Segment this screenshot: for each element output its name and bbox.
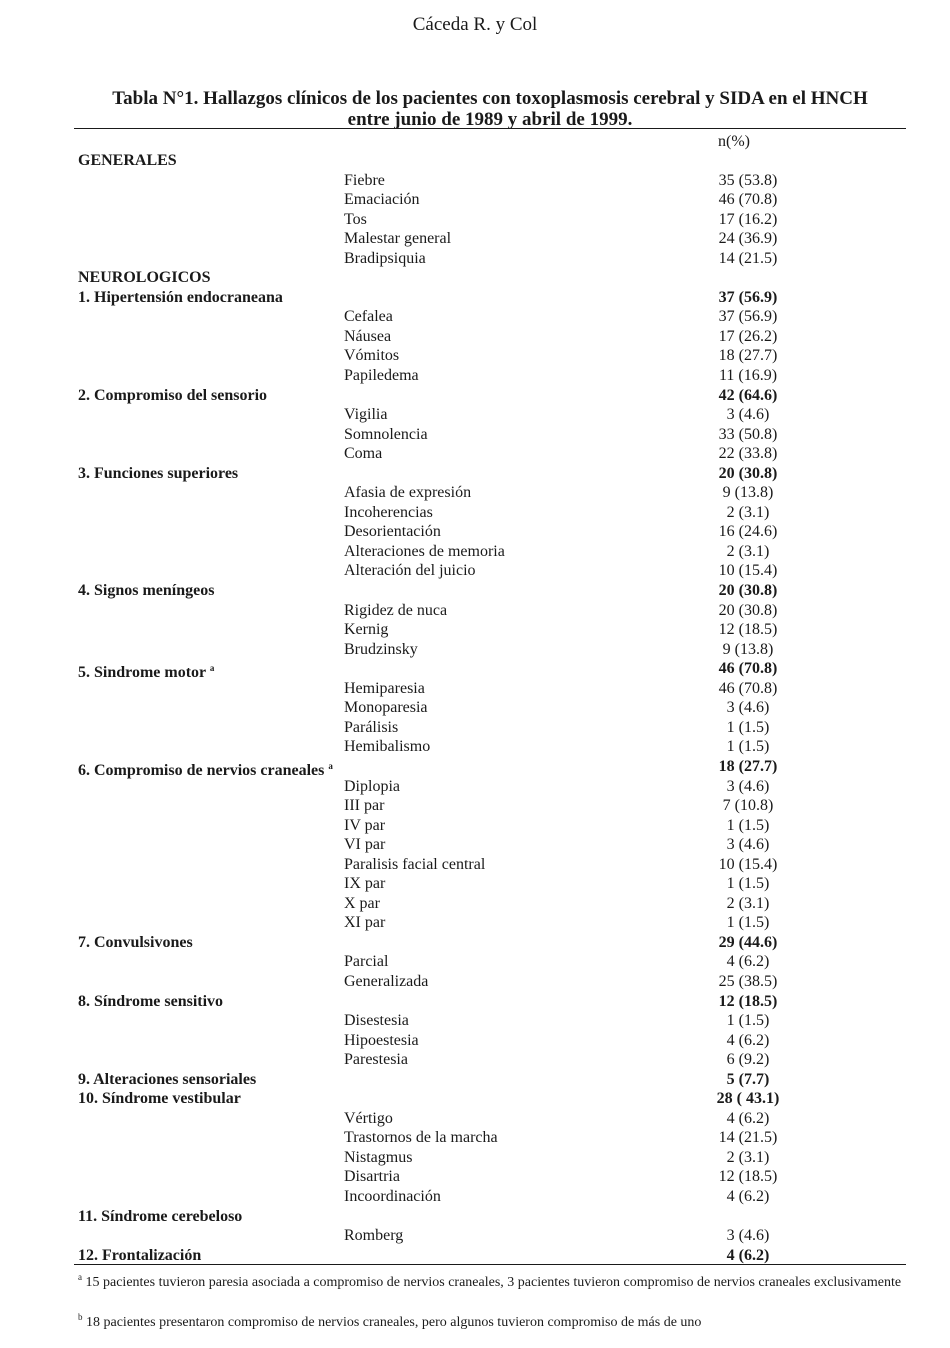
finding-value: 29 (44.6) <box>718 933 778 951</box>
finding-label: Coma <box>344 445 383 463</box>
footnote-a <box>78 1268 908 1292</box>
table-row <box>78 718 798 738</box>
table-row <box>78 327 798 347</box>
finding-label: VI par <box>344 836 386 854</box>
table-row <box>78 1031 798 1051</box>
table-row <box>78 972 798 992</box>
table-title-line-1: Tabla N°1. Hallazgos clínicos de los pacientes con toxoplasmosis cerebral y SIDA en el HNCH <box>112 88 868 109</box>
table-row <box>78 737 798 757</box>
finding-value: 25 (38.5) <box>718 972 778 990</box>
finding-value: 4 (6.2) <box>726 1109 770 1127</box>
table-row <box>78 151 798 171</box>
finding-label: Diplopia <box>344 777 400 795</box>
footnote-b <box>78 1308 908 1332</box>
category-label <box>78 1207 242 1227</box>
finding-value: 35 (53.8) <box>718 171 778 189</box>
table-row <box>78 1070 798 1090</box>
finding-value: 46 (70.8) <box>718 660 778 678</box>
table-row <box>78 1109 798 1129</box>
finding-label: Disestesia <box>344 1012 409 1030</box>
category-label <box>78 1089 241 1109</box>
finding-value: 22 (33.8) <box>718 445 778 463</box>
finding-label: Nistagmus <box>344 1148 413 1166</box>
table-row <box>78 503 798 523</box>
finding-label: Cefalea <box>344 308 393 326</box>
finding-label: Hipoestesia <box>344 1031 419 1049</box>
table-row <box>78 1128 798 1148</box>
finding-label: Brudzinsky <box>344 640 418 658</box>
table-row <box>78 679 798 699</box>
finding-value: 24 (36.9) <box>718 230 778 248</box>
finding-value: 42 (64.6) <box>718 386 778 404</box>
finding-value: 16 (24.6) <box>718 523 778 541</box>
finding-value: 46 (70.8) <box>718 679 778 697</box>
category-label <box>78 581 214 601</box>
finding-value: 20 (30.8) <box>718 464 778 482</box>
finding-label: Tos <box>344 210 367 228</box>
finding-label: Malestar general <box>344 230 452 248</box>
finding-value: 3 (4.6) <box>726 1227 770 1245</box>
finding-value: 2 (3.1) <box>726 503 770 521</box>
table-row <box>78 1187 798 1207</box>
table-row <box>78 542 798 562</box>
table-row <box>78 894 798 914</box>
table-row <box>78 1167 798 1187</box>
table-row <box>78 992 798 1012</box>
finding-value: 18 (27.7) <box>718 347 778 365</box>
category-label <box>78 464 238 484</box>
finding-label: Paralisis facial central <box>344 855 486 873</box>
finding-value: 1 (1.5) <box>726 816 770 834</box>
finding-label: Parestesia <box>344 1051 408 1069</box>
table-row <box>78 1226 798 1246</box>
table-row <box>78 933 798 953</box>
table-title <box>70 88 910 130</box>
category-text: 8. Síndrome sensitivo <box>78 992 224 1010</box>
table-row <box>78 1011 798 1031</box>
finding-label: Vértigo <box>344 1109 393 1127</box>
finding-label: Generalizada <box>344 972 429 990</box>
finding-value: 9 (13.8) <box>722 640 774 658</box>
finding-value: 7 (10.8) <box>722 797 774 815</box>
finding-value: 3 (4.6) <box>726 699 770 717</box>
finding-label: Papiledema <box>344 367 419 385</box>
category-text: 12. Frontalización <box>78 1246 202 1264</box>
findings-table <box>78 151 798 1265</box>
finding-label: IX par <box>344 875 386 893</box>
table-row <box>78 249 798 269</box>
finding-label: Hemibalismo <box>344 738 431 756</box>
finding-label: Incoordinación <box>344 1187 441 1205</box>
table-row <box>78 171 798 191</box>
finding-label: IV par <box>344 816 386 834</box>
category-label <box>78 933 193 953</box>
finding-label: Desorientación <box>344 523 441 541</box>
finding-value: 10 (15.4) <box>718 562 778 580</box>
finding-label: Náusea <box>344 327 392 345</box>
category-text: 3. Funciones superiores <box>78 464 239 482</box>
finding-value: 4 (6.2) <box>726 1246 770 1264</box>
finding-label: Bradipsiquia <box>344 249 426 267</box>
finding-value: 5 (7.7) <box>726 1070 770 1088</box>
table-row <box>78 268 798 288</box>
table-row <box>78 444 798 464</box>
category-text: 11. Síndrome cerebeloso <box>78 1207 243 1225</box>
finding-value: 14 (21.5) <box>718 249 778 267</box>
category-label <box>78 1246 201 1266</box>
table-row <box>78 1050 798 1070</box>
finding-value: 17 (26.2) <box>718 327 778 345</box>
table-row <box>78 1089 798 1109</box>
category-label <box>78 386 267 406</box>
finding-value: 3 (4.6) <box>726 836 770 854</box>
finding-value: 28 ( 43.1) <box>716 1090 780 1108</box>
top-rule <box>74 128 906 129</box>
table-row <box>78 620 798 640</box>
table-row <box>78 659 798 682</box>
footnote-mark: a <box>328 760 333 771</box>
category-text: 10. Síndrome vestibular <box>78 1090 241 1108</box>
finding-label: Monoparesia <box>344 699 428 717</box>
finding-value: 1 (1.5) <box>726 718 770 736</box>
category-text: GENERALES <box>78 152 177 169</box>
category-text: 6. Compromiso de nervios craneales <box>78 761 325 779</box>
finding-label: III par <box>344 797 385 815</box>
table-row <box>78 855 798 875</box>
finding-label: Incoherencias <box>344 503 433 521</box>
table-row <box>78 816 798 836</box>
finding-value: 3 (4.6) <box>726 406 770 424</box>
table-row <box>78 874 798 894</box>
finding-label: Vómitos <box>344 347 400 365</box>
finding-value: 1 (1.5) <box>726 875 770 893</box>
finding-value: 1 (1.5) <box>726 738 770 756</box>
category-text: 7. Convulsivones <box>78 933 193 951</box>
finding-value: 37 (56.9) <box>718 288 778 306</box>
finding-label: Trastornos de la marcha <box>344 1129 498 1147</box>
finding-value: 18 (27.7) <box>718 757 778 775</box>
table-row <box>78 952 798 972</box>
footnote-a-mark: a <box>78 1272 82 1282</box>
table-row <box>78 796 798 816</box>
table-row <box>78 581 798 601</box>
table-row <box>78 405 798 425</box>
finding-value: 4 (6.2) <box>726 1031 770 1049</box>
footnote-a-text: 15 pacientes tuvieron paresia asociada a compromiso de nervios craneales, 3 pacientes tuvieron compromiso de nervios craneales exclusivamente <box>85 1275 902 1290</box>
table-row <box>78 346 798 366</box>
finding-value: 6 (9.2) <box>726 1051 770 1069</box>
finding-label: Disartria <box>344 1168 400 1186</box>
finding-label: X par <box>344 894 380 912</box>
finding-value: 37 (56.9) <box>718 308 778 326</box>
table-row <box>78 561 798 581</box>
finding-label: Somnolencia <box>344 425 428 443</box>
finding-label: Parcial <box>344 953 389 971</box>
category-label <box>78 992 223 1012</box>
table-row <box>78 229 798 249</box>
finding-value: 17 (16.2) <box>718 210 778 228</box>
category-label <box>78 268 210 288</box>
table-row <box>78 1207 798 1227</box>
finding-label: Rigidez de nuca <box>344 601 448 619</box>
table-row <box>78 757 798 777</box>
footnote-mark: a <box>209 663 215 674</box>
page-header: Cáceda R. y Col <box>412 14 538 35</box>
bottom-rule <box>74 1264 906 1265</box>
footnote-b-text: 18 pacientes presentaron compromiso de nervios craneales, pero algunos tuvieron compromiso de más de uno <box>86 1315 702 1330</box>
table-row <box>78 307 798 327</box>
table-row <box>78 698 798 718</box>
finding-value: 9 (13.8) <box>722 484 774 502</box>
finding-value: 4 (6.2) <box>726 953 770 971</box>
category-text: NEUROLOGICOS <box>78 269 211 287</box>
finding-value: 33 (50.8) <box>718 425 778 443</box>
footnote-b-mark: b <box>78 1312 83 1322</box>
finding-value: 2 (3.1) <box>726 894 770 912</box>
finding-label: Vigilia <box>344 406 388 424</box>
finding-label: Alteración del juicio <box>344 562 476 580</box>
finding-value: 1 (1.5) <box>726 914 770 932</box>
category-text: 5. Sindrome motor <box>78 664 206 682</box>
table-row <box>78 1148 798 1168</box>
finding-value: 3 (4.6) <box>726 777 770 795</box>
table-title-line-2: entre junio de 1989 y abril de 1999. <box>347 109 633 130</box>
table-row <box>78 366 798 386</box>
finding-label: Fiebre <box>344 171 385 189</box>
finding-value: 46 (70.8) <box>718 191 778 209</box>
category-text: 4. Signos meníngeos <box>78 582 215 600</box>
finding-value: 20 (30.8) <box>718 601 778 619</box>
finding-label: Hemiparesia <box>344 679 425 697</box>
table-row <box>78 483 798 503</box>
table-row <box>78 288 798 308</box>
finding-value: 4 (6.2) <box>726 1187 770 1205</box>
finding-label: Alteraciones de memoria <box>344 542 505 560</box>
table-row <box>78 835 798 855</box>
table-row <box>78 190 798 210</box>
finding-value: 14 (21.5) <box>718 1129 778 1147</box>
finding-value: 10 (15.4) <box>718 855 778 873</box>
category-label <box>78 288 283 308</box>
column-header: n(%) <box>718 133 750 150</box>
finding-value: 20 (30.8) <box>718 582 778 600</box>
table-row <box>78 210 798 230</box>
finding-value: 1 (1.5) <box>726 1012 770 1030</box>
category-text: 1. Hipertensión endocraneana <box>78 288 283 306</box>
table-row <box>78 601 798 621</box>
table-row <box>78 464 798 484</box>
table-row <box>78 522 798 542</box>
finding-value: 2 (3.1) <box>726 1148 770 1166</box>
category-label <box>78 1070 256 1090</box>
finding-value: 11 (16.9) <box>718 367 778 385</box>
finding-value: 2 (3.1) <box>726 542 770 560</box>
table-row <box>78 386 798 406</box>
finding-label: Kernig <box>344 621 389 639</box>
finding-label: XI par <box>344 914 386 932</box>
table-row <box>78 640 798 660</box>
category-text: 2. Compromiso del sensorio <box>78 386 268 404</box>
table-row <box>78 913 798 933</box>
table-row <box>78 777 798 797</box>
table-row <box>78 1246 798 1266</box>
finding-label: Romberg <box>344 1227 404 1245</box>
category-label <box>78 151 177 171</box>
table-row <box>78 425 798 445</box>
category-text: 9. Alteraciones sensoriales <box>78 1070 257 1088</box>
finding-value: 12 (18.5) <box>718 621 778 639</box>
finding-value: 12 (18.5) <box>718 992 778 1010</box>
finding-label: Emaciación <box>344 191 420 209</box>
finding-label: Afasia de expresión <box>344 484 472 502</box>
finding-label: Parálisis <box>344 718 399 736</box>
finding-value: 12 (18.5) <box>718 1168 778 1186</box>
